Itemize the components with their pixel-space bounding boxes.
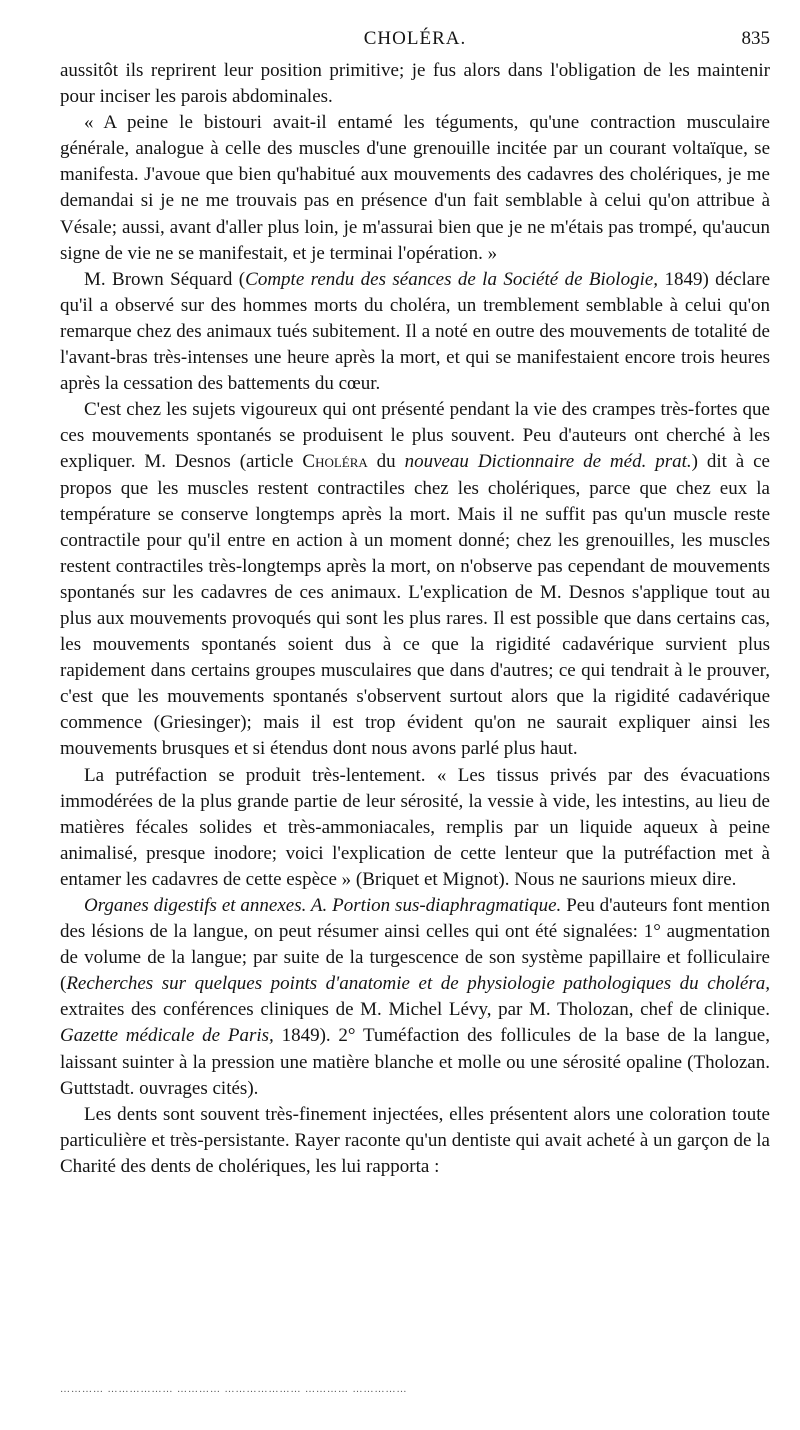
paragraph-7: Les dents sont souvent très-finement injectées, elles présentent alors une coloration toute particulière et très-persistante. Rayer raconte qu'un dentiste qui avait acheté à un garçon de la Charité des dents de cholériques, les lui rapporta : bbox=[60, 1103, 770, 1177]
p4-smallcaps: Choléra bbox=[302, 451, 368, 473]
paragraph-1: aussitôt ils reprirent leur position primitive; je fus alors dans l'obligation de les maintenir pour inciser les parois abdominales. bbox=[60, 60, 770, 108]
body-text bbox=[60, 58, 770, 1180]
paragraph-3 bbox=[60, 267, 770, 397]
p4-text-a: C'est chez les sujets vigoureux qui ont présenté pendant la vie des crampes très-fortes que ces mouvements spontanés se produisent le plus souvent. Peu d'auteurs ont cherché à les expliquer. M. Desnos (article bbox=[60, 399, 770, 473]
paragraph-5: La putréfaction se produit très-lentement. « Les tissus privés par des évacuations immodérées de la plus grande partie de leur sérosité, la vessie à vide, les intestins, au lieu de matières fécales solides et très-ammoniacales, remplis par un liquide aqueux à peine animalisé, presque inodore; voici l'explication de cette lenteur que la putréfaction met à entamer les cadavres de cette espèce » (Briquet et Mignot). Nous ne saurions mieux dire. bbox=[60, 764, 770, 890]
paragraph-4 bbox=[60, 397, 770, 762]
p4-text-d: ) dit à ce propos que les muscles restent contractiles chez les cholériques, parce que chez eux la température se conserve longtemps après la mort. Mais il ne suffit pas qu'un muscle reste contractile pour qu'il entre en action à un moment donné; chez les grenouilles, les muscles restent contractiles très-longtemps après la mort, on n'observe pas cependant de mouvements spontanés sur les cadavres de ces animaux. L'explication de M. Desnos s'applique tout au plus aux mouvements provoqués qui sont les plus rares. Il est possible que dans certains cas, les mouvements spontanés soient dus à ce que la rigidité cadavérique survient plus rapidement dans certains groupes musculaires que dans d'autres; ce qui tendrait à le prouver, c'est que les mouvements spontanés s'observent surtout alors que la rigidité cadavérique commence (Griesinger); mais il est trop évident qu'on ne saurait expliquer ainsi les mouvements brusques et si étendus dont nous avons parlé plus haut. bbox=[60, 451, 770, 760]
p3-text-a: M. Brown Séquard ( bbox=[84, 268, 246, 290]
p6-citation-1: Recherches sur quelques points d'anatomie et de physiologie pathologiques du choléra, bbox=[66, 973, 770, 995]
running-title: CHOLÉRA. bbox=[363, 28, 467, 49]
p6-text-d: extraites des conférences cliniques de M. Michel Lévy, par M. Tholozan, chef de clinique. bbox=[60, 999, 770, 1021]
p3-text-c: 1849) déclare qu'il a observé sur des hommes morts du choléra, un tremblement semblable à celui qu'on remarque chez des animaux tués subitement. Il a noté en outre des mouvements de totalité de l'avant-bras très-intenses une heure après la mort, et qui se manifestaient encore trois heures après la cessation des battements du cœur. bbox=[60, 268, 770, 395]
p6-section-heading: Organes digestifs et annexes. A. Portion sus-diaphragmatique. bbox=[84, 895, 562, 916]
footer-ellipsis-line: ………… ……………… ………… ………………… ………… …………… bbox=[60, 1384, 408, 1395]
p6-text-b: Peu d'auteurs font mention des lésions de la langue, on peut résumer ainsi celles qui ont été signalées: 1° augmentation de volume de la langue; par suite de la turgescence de son système papillaire et folliculaire ( bbox=[60, 895, 770, 995]
p6-citation-2: Gazette médicale de Paris, bbox=[60, 1025, 274, 1047]
paragraph-2: « A peine le bistouri avait-il entamé les téguments, qu'une contraction musculaire générale, analogue à celle des muscles d'une grenouille incitée par un courant voltaïque, se manifesta. J'avoue que bien qu'habitué aux mouvements des cadavres des cholériques, je me demandai si je ne me trouvais pas en présence d'un fait semblable à celui qu'on attribue à Vésale; aussi, avant d'aller plus loin, je m'assurai bien que je ne m'étais pas trompé, qu'aucun signe de vie ne se manifestait, et je terminai l'opération. » bbox=[60, 112, 770, 264]
p6-text-f: 1849). 2° Tuméfaction des follicules de la base de la langue, laissant suinter à la pression une matière blanche et molle ou une sérosité opaline (Tholozan. Guttstadt. ouvrages cités). bbox=[60, 1025, 770, 1099]
p4-citation: nouveau Dictionnaire de méd. prat. bbox=[404, 451, 692, 473]
page-number: 835 bbox=[741, 28, 770, 49]
p3-citation: Compte rendu des séances de la Société de Biologie, bbox=[245, 268, 659, 290]
p4-text-b: du bbox=[367, 451, 405, 473]
paragraph-6 bbox=[60, 893, 770, 1102]
page-header bbox=[60, 28, 770, 58]
